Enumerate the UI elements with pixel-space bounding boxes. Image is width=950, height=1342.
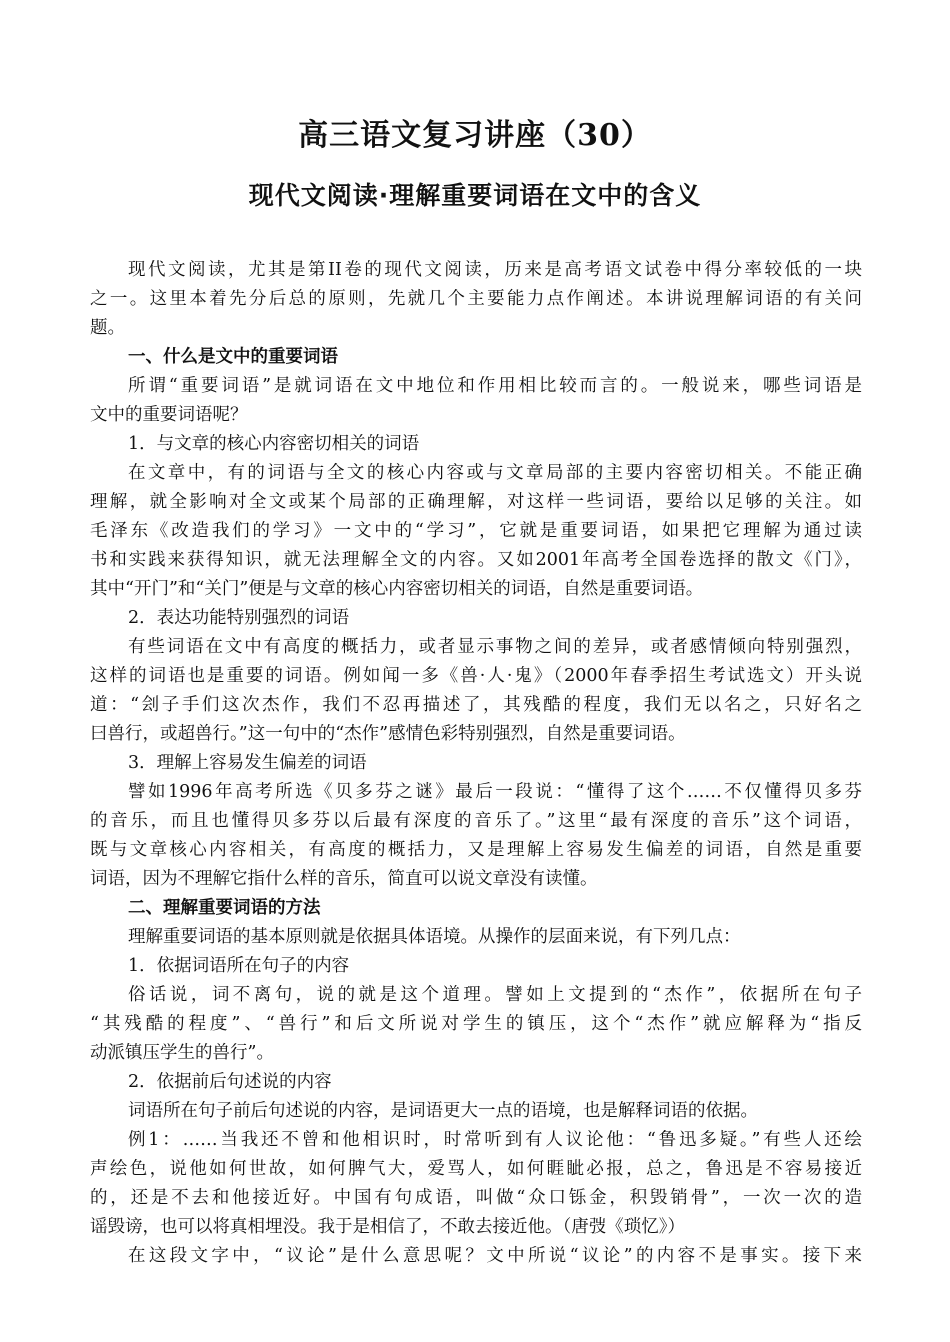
text-line: 理解，就全影响对全文或某个局部的正确理解，对这样一些词语，要给以足够的关注。如	[90, 492, 862, 512]
text-line: 所谓“重要词语”是就词语在文中地位和作用相比较而言的。一般说来，哪些词语是	[128, 376, 862, 396]
text-line: 1．依据词语所在句子的内容	[128, 956, 350, 976]
text-line: “其残酷的程度”、“兽行”和后文所说对学生的镇压，这个“杰作”就应解释为“指反	[90, 1014, 862, 1034]
text-line: 动派镇压学生的兽行”。	[90, 1043, 274, 1063]
text-line: 有些词语在文中有高度的概括力，或者显示事物之间的差异，或者感情倾向特别强烈，	[128, 637, 862, 657]
text-line: 之一。这里本着先分后总的原则，先就几个主要能力点作阐述。本讲说理解词语的有关问	[90, 289, 862, 309]
text-line: 譬如1996年高考所选《贝多芬之谜》最后一段说：“懂得了这个……不仅懂得贝多芬	[128, 782, 862, 802]
text-line: 现代文阅读，尤其是第II卷的现代文阅读，历来是高考语文试卷中得分率较低的一块	[128, 260, 862, 280]
text-line: 道：“刽子手们这次杰作，我们不忍再描述了，其残酷的程度，我们无以名之，只好名之	[90, 695, 862, 715]
text-line: 理解重要词语的基本原则就是依据具体语境。从操作的层面来说，有下列几点：	[128, 927, 741, 947]
text-line: 例1：……当我还不曾和他相识时，时常听到有人议论他：“鲁迅多疑。”有些人还绘	[128, 1130, 862, 1150]
text-line: 俗话说，词不离句，说的就是这个道理。譬如上文提到的“杰作”，依据所在句子	[128, 985, 862, 1005]
section-heading: 二、理解重要词语的方法	[128, 898, 321, 918]
text-line: 在文章中，有的词语与全文的核心内容或与文章局部的主要内容密切相关。不能正确	[128, 463, 862, 483]
text-line: 词语，因为不理解它指什么样的音乐，简直可以说文章没有读懂。	[90, 869, 598, 889]
text-line: 其中“开门”和“关门”便是与文章的核心内容密切相关的词语，自然是重要词语。	[90, 579, 704, 599]
page-title: 高三语文复习讲座（30）	[298, 118, 652, 153]
text-line: 3．理解上容易发生偏差的词语	[128, 753, 367, 773]
text-line: 书和实践来获得知识，就无法理解全文的内容。又如2001年高考全国卷选择的散文《门》，	[90, 550, 862, 570]
text-line: 谣毁谤，也可以将真相埋没。我于是相信了，不敢去接近他。（唐弢《琐忆》）	[90, 1217, 685, 1237]
text-line: 2．依据前后句述说的内容	[128, 1072, 332, 1092]
text-line: 词语所在句子前后句述说的内容，是词语更大一点的语境，也是解释词语的依据。	[128, 1101, 758, 1121]
page-subtitle: 现代文阅读·理解重要词语在文中的含义	[248, 181, 702, 210]
article-body	[90, 256, 862, 1271]
text-line: 1．与文章的核心内容密切相关的词语	[128, 434, 420, 454]
text-line: 这样的词语也是重要的词语。例如闻一多《兽·人·鬼》（2000年春季招生考试选文）开头说	[90, 666, 862, 686]
text-line: 既与文章核心内容相关，有高度的概括力，又是理解上容易发生偏差的词语，自然是重要	[90, 840, 862, 860]
text-line: 文中的重要词语呢？	[90, 405, 248, 425]
text-line: 在这段文字中，“议论”是什么意思呢？文中所说“议论”的内容不是事实。接下来	[128, 1246, 862, 1266]
text-line: 的音乐，而且也懂得贝多芬以后最有深度的音乐了。”这里“最有深度的音乐”这个词语，	[90, 811, 862, 831]
text-line: 曰兽行，或超兽行。”这一句中的“杰作”感情色彩特别强烈，自然是重要词语。	[90, 724, 686, 744]
section-heading: 一、什么是文中的重要词语	[128, 347, 338, 367]
text-line: 题。	[90, 318, 125, 338]
text-line: 2．表达功能特别强烈的词语	[128, 608, 350, 628]
text-line: 毛泽东《改造我们的学习》一文中的“学习”，它就是重要词语，如果把它理解为通过读	[90, 521, 862, 541]
text-line: 的，还是不去和他接近好。中国有句成语，叫做“众口铄金，积毁销骨”，一次一次的造	[90, 1188, 862, 1208]
text-line: 声绘色，说他如何世故，如何脾气大，爱骂人，如何睚眦必报，总之，鲁迅是不容易接近	[90, 1159, 862, 1179]
